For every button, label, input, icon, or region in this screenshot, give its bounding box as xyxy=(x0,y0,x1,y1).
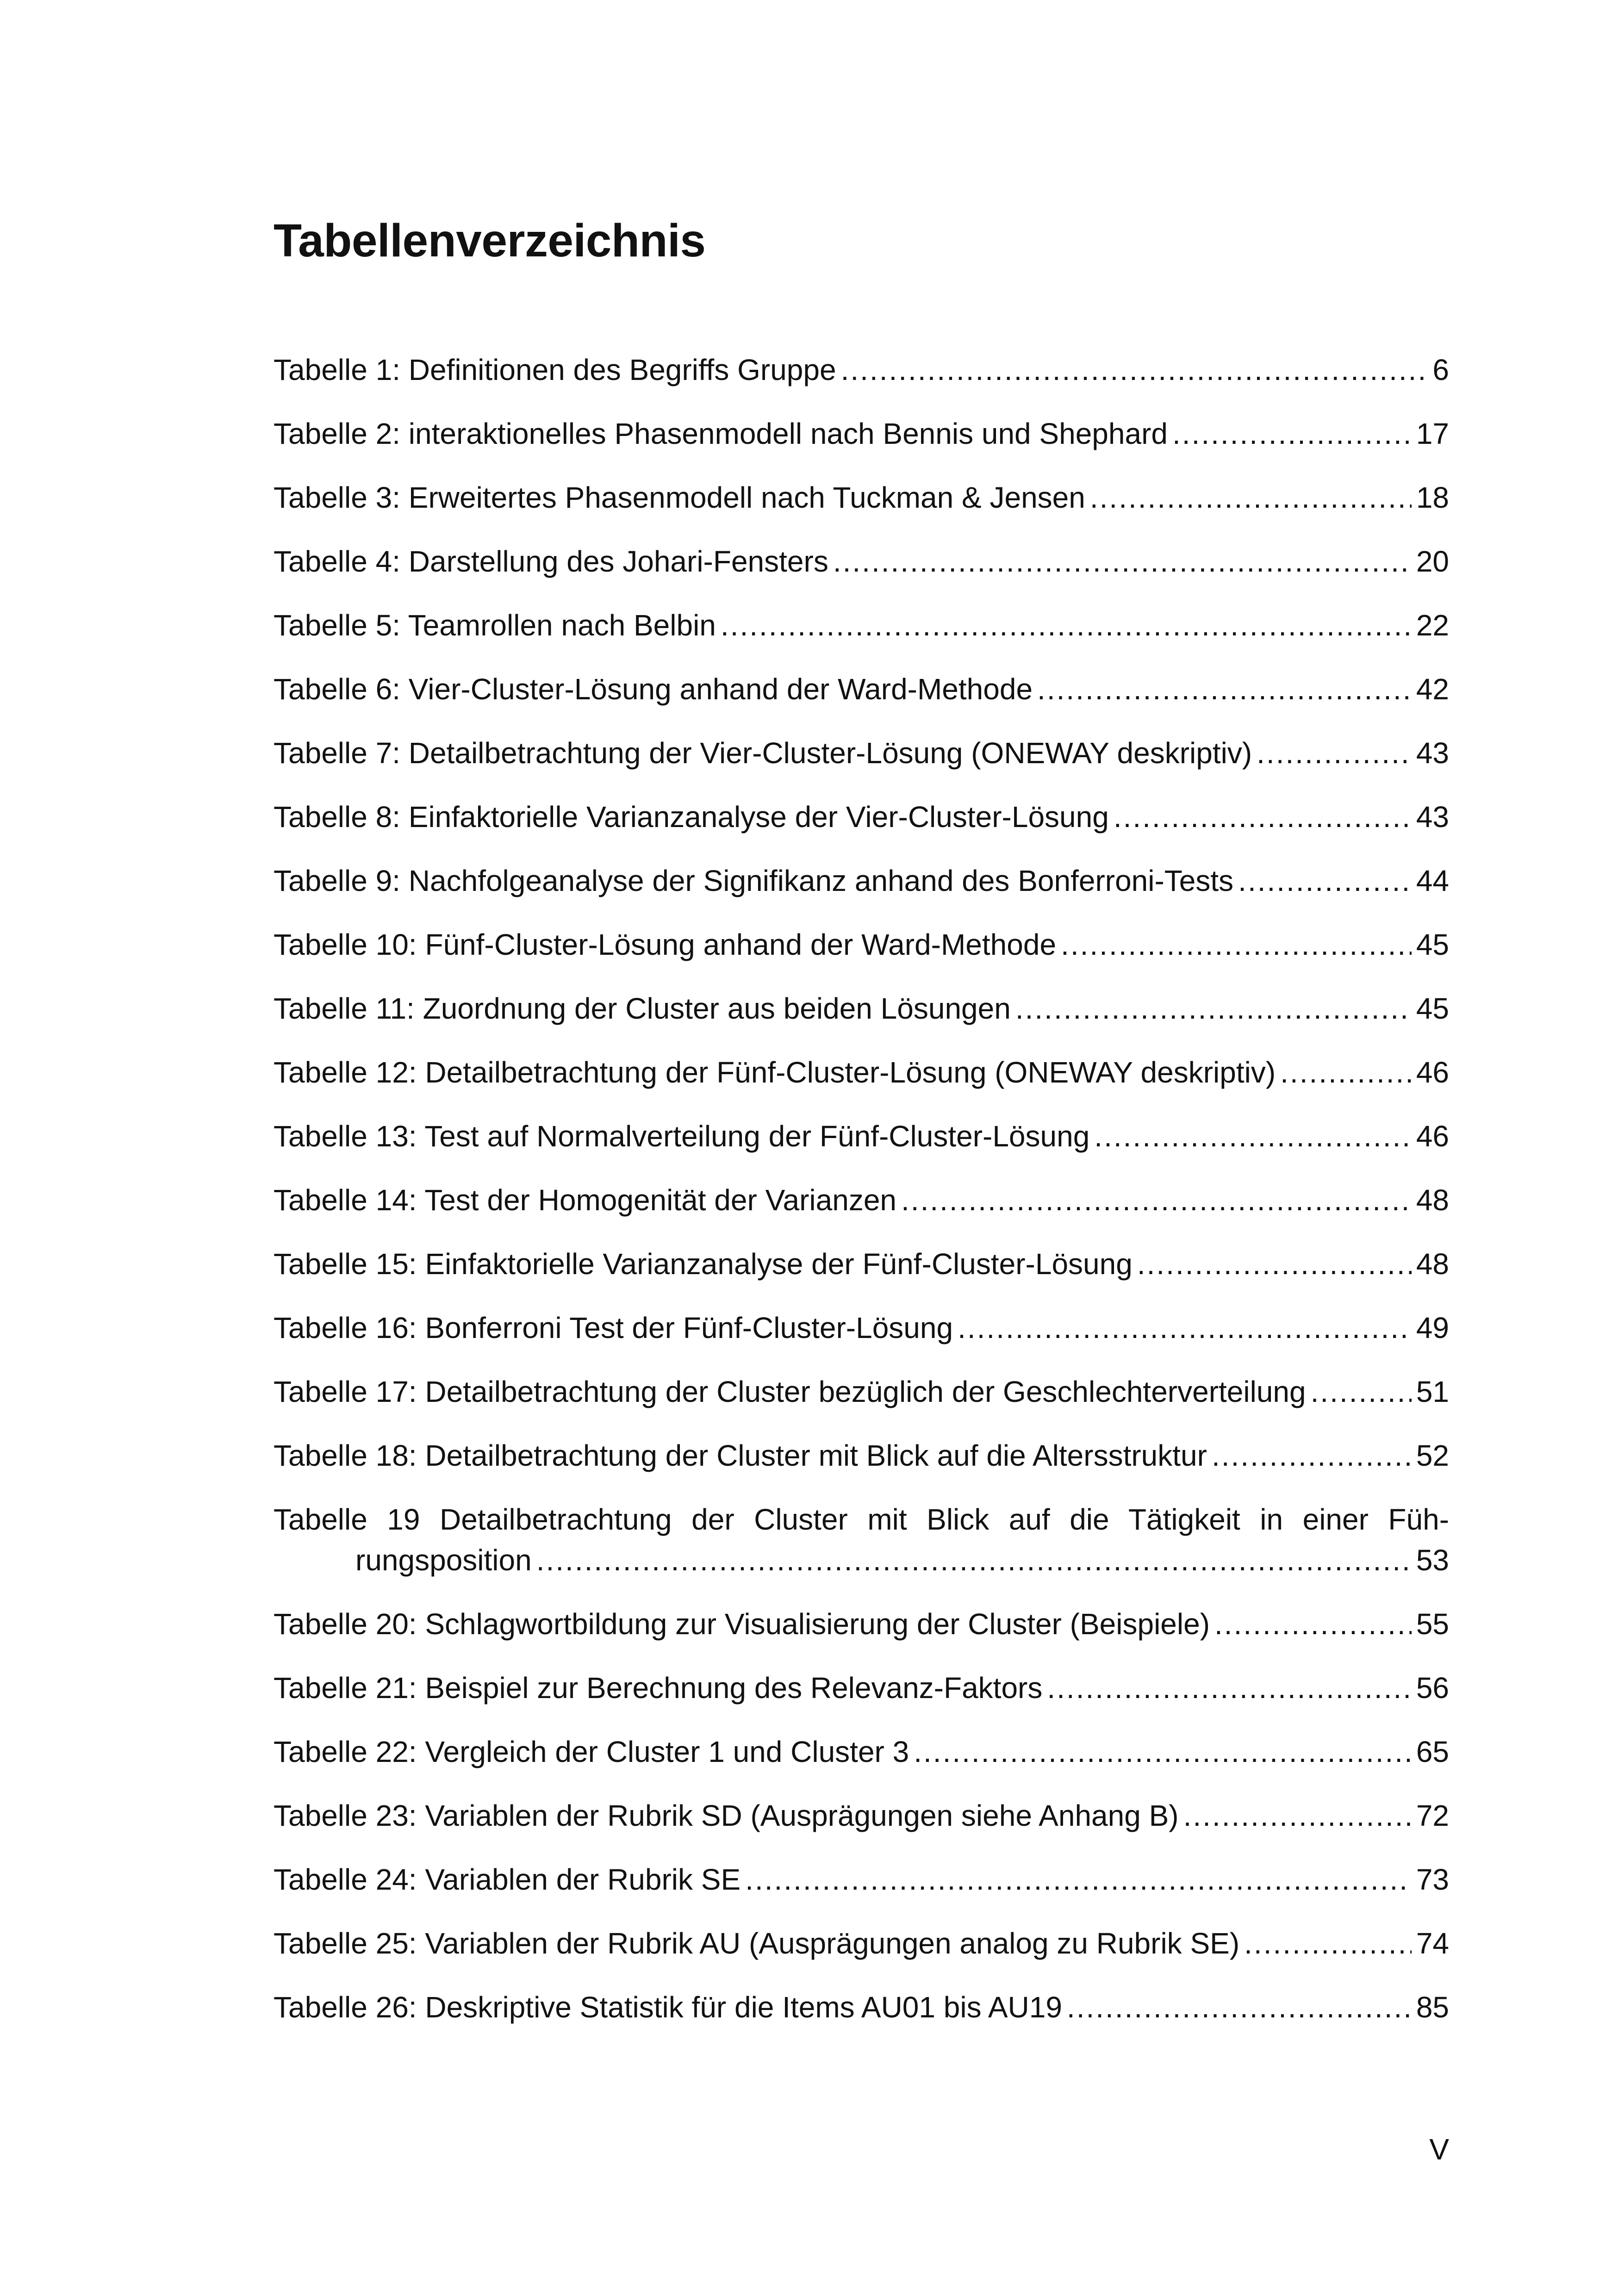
toc-entry-page: 22 xyxy=(1416,609,1449,642)
dot-leader xyxy=(841,349,1428,390)
toc-entry-page: 56 xyxy=(1416,1671,1449,1705)
toc-entry-label: Tabelle 25: Variablen der Rubrik AU (Ausprägungen analog zu Rubrik SE) xyxy=(274,1927,1240,1960)
dot-leader xyxy=(1094,1116,1412,1157)
toc-entry-label: Tabelle 26: Deskriptive Statistik für die Items AU01 bis AU19 xyxy=(274,1991,1062,2024)
toc-entry-page: 44 xyxy=(1416,864,1449,897)
dot-leader xyxy=(1311,1371,1412,1412)
dot-leader xyxy=(745,1859,1412,1900)
dot-leader xyxy=(1037,669,1412,709)
toc-entry[interactable] xyxy=(274,541,1449,605)
dot-leader xyxy=(1114,796,1412,837)
toc-entry[interactable] xyxy=(274,1180,1449,1244)
toc-entry-page: 43 xyxy=(1416,800,1449,834)
toc-entry-label: Tabelle 12: Detailbetrachtung der Fünf-Cluster-Lösung (ONEWAY deskriptiv) xyxy=(274,1056,1276,1089)
toc-entry[interactable] xyxy=(274,1923,1449,1987)
dot-leader xyxy=(536,1540,1412,1580)
toc-entry-label: Tabelle 1: Definitionen des Begriffs Gruppe xyxy=(274,353,836,386)
toc-entry-label: Tabelle 21: Beispiel zur Berechnung des Relevanz-Faktors xyxy=(274,1671,1043,1705)
toc-entry-label: Tabelle 16: Bonferroni Test der Fünf-Cluster-Lösung xyxy=(274,1311,953,1344)
toc-entry[interactable] xyxy=(274,1604,1449,1668)
toc-entry-page: 52 xyxy=(1416,1439,1449,1472)
toc-entry-label: Tabelle 7: Detailbetrachtung der Vier-Cluster-Lösung (ONEWAY deskriptiv) xyxy=(274,736,1252,770)
toc-entry-label: Tabelle 13: Test auf Normalverteilung der Fünf-Cluster-Lösung xyxy=(274,1120,1090,1153)
toc-entry-page: 51 xyxy=(1416,1375,1449,1408)
toc-entry-label: Tabelle 24: Variablen der Rubrik SE xyxy=(274,1863,741,1896)
toc-entry-continuation xyxy=(274,1540,1449,1580)
toc-entry-page: 6 xyxy=(1432,353,1449,386)
toc-entry-page: 45 xyxy=(1416,992,1449,1025)
dot-leader xyxy=(1090,477,1412,518)
dot-leader xyxy=(914,1731,1412,1772)
toc-entry-label: Tabelle 8: Einfaktorielle Varianzanalyse der Vier-Cluster-Lösung xyxy=(274,800,1109,834)
toc-entry-page: 45 xyxy=(1416,928,1449,961)
toc-entry-label: Tabelle 2: interaktionelles Phasenmodell nach Bennis und Shephard xyxy=(274,417,1168,450)
toc-entry-page: 55 xyxy=(1416,1607,1449,1641)
toc-entry[interactable] xyxy=(274,1795,1449,1859)
dot-leader xyxy=(1257,733,1412,773)
toc-entry[interactable] xyxy=(274,669,1449,733)
dot-leader xyxy=(1015,988,1412,1029)
toc-entry[interactable] xyxy=(274,1435,1449,1499)
dot-leader xyxy=(958,1307,1412,1348)
toc-entry-page: 17 xyxy=(1416,417,1449,450)
page-title: Tabellenverzeichnis xyxy=(274,215,706,267)
dot-leader xyxy=(1137,1244,1412,1284)
dot-leader xyxy=(1183,1795,1412,1836)
toc-entry-page: 18 xyxy=(1416,481,1449,514)
toc-entry[interactable] xyxy=(274,477,1449,541)
toc-entry-label: Tabelle 6: Vier-Cluster-Lösung anhand der Ward-Methode xyxy=(274,672,1033,706)
dot-leader xyxy=(1172,413,1412,454)
toc-entry[interactable] xyxy=(274,1731,1449,1795)
dot-leader xyxy=(1061,924,1412,965)
toc-entry-label: Tabelle 20: Schlagwortbildung zur Visualisierung der Cluster (Beispiele) xyxy=(274,1607,1210,1641)
toc-entry[interactable] xyxy=(274,1987,1449,2051)
toc-entry-page: 48 xyxy=(1416,1247,1449,1281)
toc-entry-label: Tabelle 4: Darstellung des Johari-Fensters xyxy=(274,545,828,578)
dot-leader xyxy=(1244,1923,1412,1964)
toc-entry-page: 46 xyxy=(1416,1056,1449,1089)
dot-leader xyxy=(1067,1987,1412,2028)
toc-entry[interactable] xyxy=(274,1244,1449,1307)
toc-entry-page: 65 xyxy=(1416,1735,1449,1768)
toc-entry[interactable] xyxy=(274,796,1449,860)
dot-leader xyxy=(1238,860,1412,901)
page-number: V xyxy=(1429,2133,1449,2166)
toc-entry-label: Tabelle 23: Variablen der Rubrik SD (Ausprägungen siehe Anhang B) xyxy=(274,1799,1179,1832)
toc-entry-page: 42 xyxy=(1416,672,1449,706)
toc-entry[interactable] xyxy=(274,1371,1449,1435)
toc-entry-label: Tabelle 5: Teamrollen nach Belbin xyxy=(274,609,716,642)
dot-leader xyxy=(1214,1604,1412,1644)
toc-entry[interactable] xyxy=(274,605,1449,669)
toc-entry[interactable] xyxy=(274,1859,1449,1923)
toc-entry[interactable] xyxy=(274,860,1449,924)
toc-entry[interactable] xyxy=(274,1116,1449,1180)
toc-entry-label: Tabelle 22: Vergleich der Cluster 1 und Cluster 3 xyxy=(274,1735,909,1768)
dot-leader xyxy=(1047,1668,1411,1708)
toc-entry-label: Tabelle 10: Fünf-Cluster-Lösung anhand der Ward-Methode xyxy=(274,928,1057,961)
toc-entry[interactable] xyxy=(274,988,1449,1052)
toc-entry[interactable] xyxy=(274,1668,1449,1731)
toc-entry-label: Tabelle 15: Einfaktorielle Varianzanalyse der Fünf-Cluster-Lösung xyxy=(274,1247,1133,1281)
toc-entry-page: 72 xyxy=(1416,1799,1449,1832)
toc-entry-label: Tabelle 3: Erweitertes Phasenmodell nach Tuckman & Jensen xyxy=(274,481,1085,514)
toc-entry-label: Tabelle 11: Zuordnung der Cluster aus beiden Lösungen xyxy=(274,992,1011,1025)
toc-entry[interactable] xyxy=(274,1499,1449,1604)
toc-entry[interactable] xyxy=(274,1307,1449,1371)
toc-entry-page: 20 xyxy=(1416,545,1449,578)
toc-entry-label: Tabelle 14: Test der Homogenität der Varianzen xyxy=(274,1183,896,1217)
toc-entry-label: Tabelle 17: Detailbetrachtung der Cluster bezüglich der Geschlechterverteilung xyxy=(274,1375,1306,1408)
toc-entry[interactable] xyxy=(274,1052,1449,1116)
toc-entry-label: Tabelle 9: Nachfolgeanalyse der Signifikanz anhand des Bonferroni-Tests xyxy=(274,864,1234,897)
toc-entry-page: 48 xyxy=(1416,1183,1449,1217)
toc-entry-page: 85 xyxy=(1416,1991,1449,2024)
toc-entry-page: 73 xyxy=(1416,1863,1449,1896)
toc-entry-page: 43 xyxy=(1416,736,1449,770)
toc-entry[interactable] xyxy=(274,924,1449,988)
dot-leader xyxy=(1280,1052,1412,1093)
toc-entry-page: 49 xyxy=(1416,1311,1449,1344)
toc-entry-page: 53 xyxy=(1416,1543,1449,1577)
table-of-tables xyxy=(274,349,1449,2051)
dot-leader xyxy=(721,605,1412,646)
dot-leader xyxy=(833,541,1412,582)
toc-entry[interactable] xyxy=(274,733,1449,796)
toc-entry-page: 46 xyxy=(1416,1120,1449,1153)
toc-entry-label: Tabelle 18: Detailbetrachtung der Cluster mit Blick auf die Altersstruktur xyxy=(274,1439,1207,1472)
toc-entry-page: 74 xyxy=(1416,1927,1449,1960)
toc-entry-label: Tabelle 19 Detailbetrachtung der Cluster mit Blick auf die Tätigkeit in einer Füh- xyxy=(274,1503,1449,1536)
dot-leader xyxy=(901,1180,1412,1220)
toc-entry[interactable] xyxy=(274,413,1449,477)
dot-leader xyxy=(1212,1435,1412,1476)
toc-entry[interactable] xyxy=(274,349,1449,413)
toc-entry-label-continuation: rungsposition xyxy=(355,1543,532,1577)
